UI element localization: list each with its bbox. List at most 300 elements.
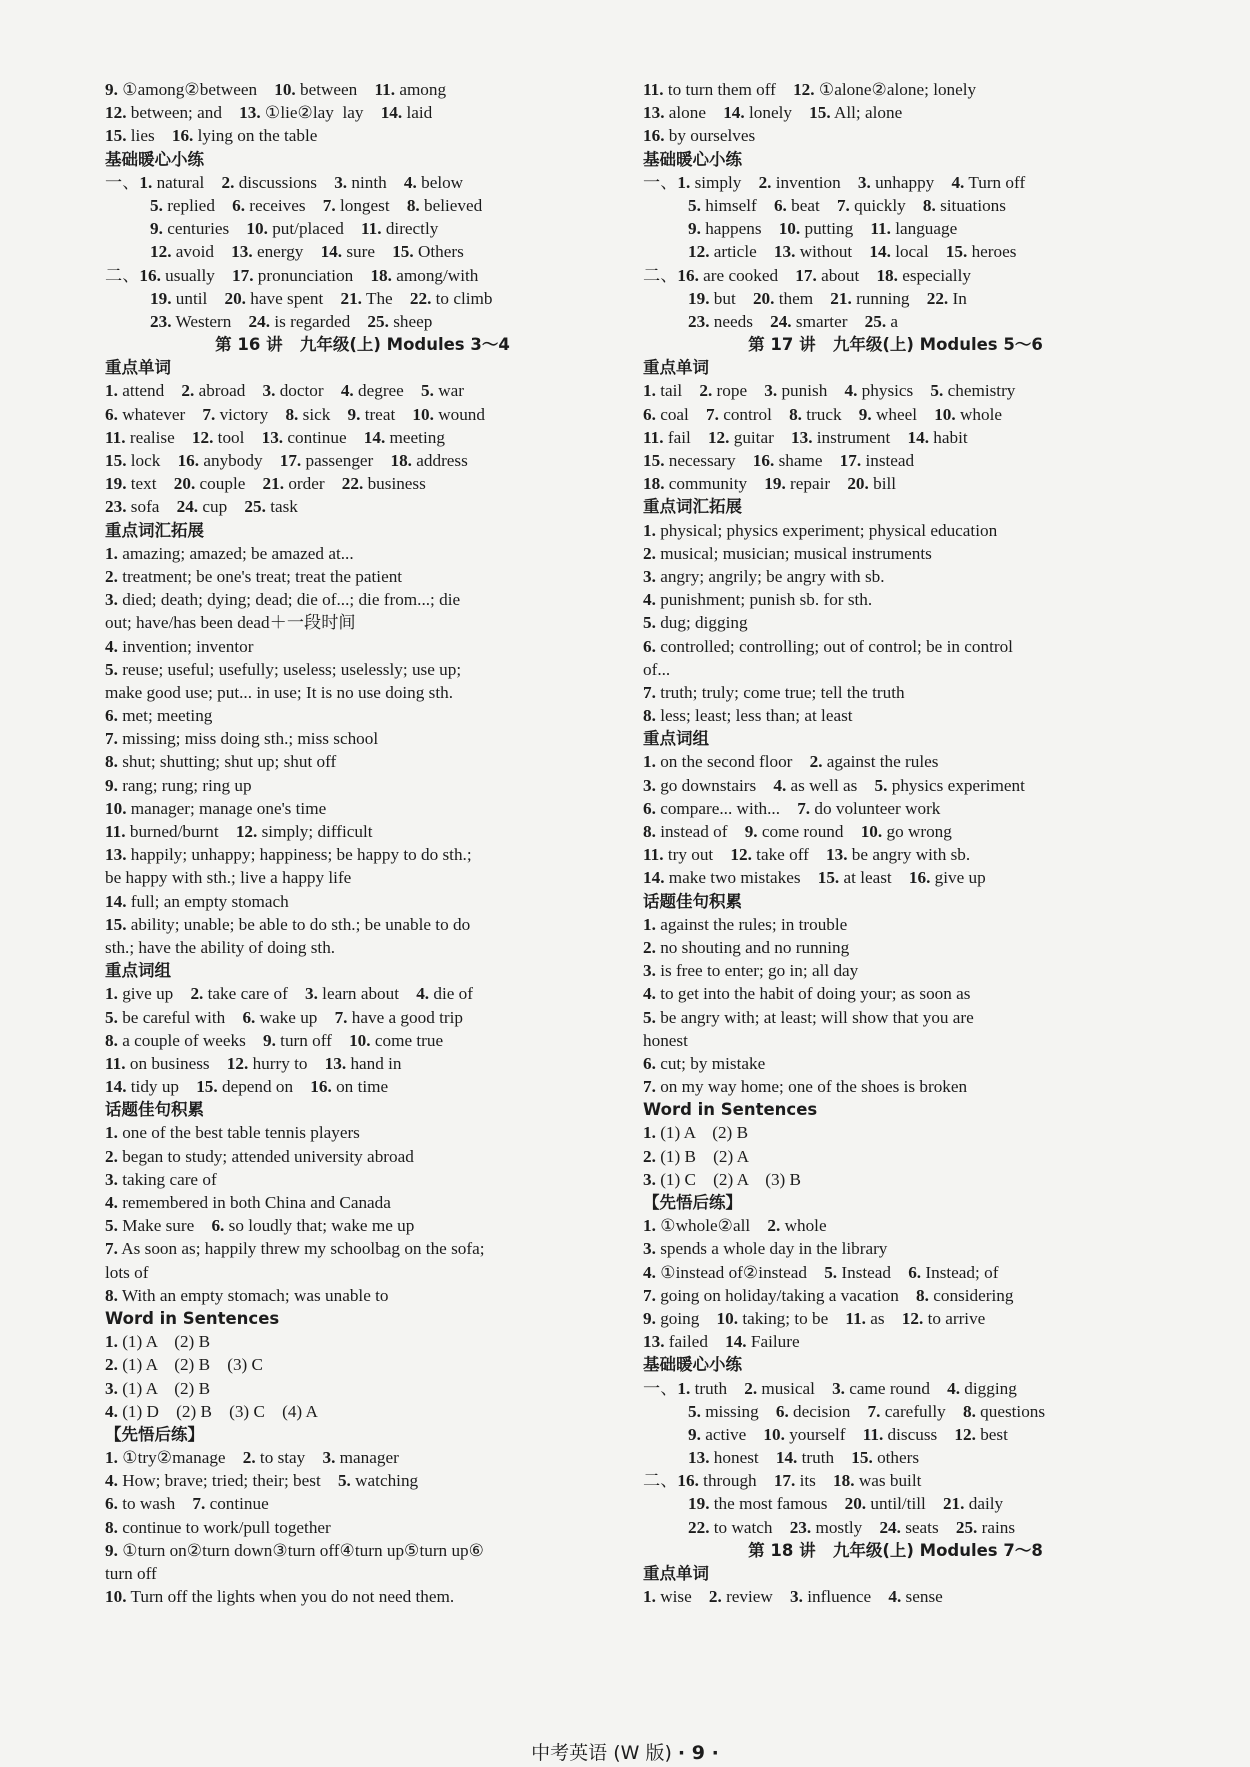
answer-line [643,913,1148,936]
answer-text: physics experiment [887,775,1025,795]
answer-line [105,426,620,449]
answer-line [643,635,1148,658]
item-number: 7. [643,682,656,702]
answer-line [643,542,1148,565]
answer-line [643,1214,1148,1237]
lesson-title [643,1539,1148,1562]
answer-text: go wrong [882,822,952,841]
answer-line [643,588,1148,611]
answer-text: musical [757,1378,833,1398]
answer-text: punishment; punish sb. for sth. [655,590,873,610]
answer-line [105,750,620,773]
item-number: 1. [105,381,118,401]
section-heading [105,1098,620,1121]
item-number: 16. [310,1077,332,1097]
answer-text: All; alone [830,103,903,123]
item-number: 12. [730,845,752,865]
item-number: 10. [105,1587,127,1607]
item-number: 22. [688,1517,710,1537]
section-heading [105,356,620,379]
answer-text: to stay [255,1448,323,1468]
item-number: 3. [105,1378,118,1398]
answer-text: (1) A (2) B (3) C [117,1355,264,1375]
answer-line [105,890,620,913]
item-number: 14. [105,1077,127,1097]
answer-text: until [171,288,225,308]
answer-text: With an empty stomach; was unable to [117,1285,389,1305]
item-number: 8. [105,1285,118,1305]
answer-text: ①among②between [117,80,275,99]
answer-text: carefully [880,1401,963,1421]
answer-line [105,124,620,147]
answer-text: take off [751,845,827,865]
item-number: 10. [246,219,268,239]
answer-text: wheel [871,404,935,424]
answer-text: sure [342,242,393,262]
answer-text: Turn off the lights when you do not need them. [126,1587,455,1607]
answer-text: angry; angrily; be angry with sb. [655,566,885,586]
item-number: 2. [221,172,235,192]
answer-text: turn off [105,1564,157,1583]
answer-text: dug; digging [655,613,748,633]
item-number: 9. [744,822,758,841]
item-number: 8. [285,404,299,424]
answer-line [105,449,620,472]
answer-text: a couple of weeks [117,1030,263,1050]
answer-text: simply [690,172,759,192]
answer-text: continue [283,427,364,447]
answer-text: doctor [275,381,341,401]
answer-text: whatever [117,404,203,424]
item-number: 16. [643,126,665,146]
item-number: 21. [262,474,285,494]
item-number: 8. [105,1517,118,1537]
item-number: 15. [809,103,831,123]
answer-text: replied [162,195,233,215]
item-number: 4. [947,1378,960,1398]
answer-text: to watch [709,1517,790,1537]
item-number: 10. [274,80,296,99]
answer-text: learn about [317,984,417,1004]
item-number: 3. [262,381,276,401]
item-number: 16. [177,451,200,470]
answer-text: discussions [234,172,335,192]
answer-text: on time [331,1077,389,1097]
answer-line [643,1075,1148,1098]
answer-text: The [361,288,410,308]
answer-text: centuries [162,219,247,239]
item-number: 23. [105,497,127,517]
answer-line [643,1261,1148,1284]
item-number: 10. [934,404,956,424]
answer-text: sth.; have the ability of doing sth. [105,937,336,957]
answer-text: rains [977,1517,1016,1537]
answer-text: guitar [729,427,791,447]
answer-text: victory [215,404,286,424]
item-number: 19. [688,288,710,308]
item-number: 10. [716,1308,739,1328]
item-number: 16. [908,868,931,888]
answer-text: hand in [346,1053,402,1073]
answer-text: was built [854,1471,922,1491]
answer-line [643,217,1148,240]
answer-text: 基础暖心小练 [643,149,742,169]
answer-text: (1) A (2) B [117,1378,211,1398]
item-number: 4. [416,984,430,1004]
answer-text: compare... with... [655,798,798,818]
answer-text: less; least; less than; at least [655,706,853,726]
answer-text: began to study; attended university abroad [117,1146,414,1166]
answer-text: questions [975,1401,1046,1421]
item-number: 5. [824,1262,838,1282]
answer-line [105,774,620,797]
item-number: 10. [105,798,127,818]
item-number: 4. [340,381,354,401]
answer-text: remembered in both China and Canada [117,1193,391,1212]
answer-text: heroes [967,242,1017,262]
answer-line [643,820,1148,843]
answer-line [643,124,1148,147]
section-heading [105,1307,620,1330]
answer-text: about [816,265,877,285]
answer-line [105,264,620,287]
answer-line [643,1052,1148,1075]
answer-text: hurry to [248,1053,325,1073]
answer-text: truth; truly; come true; tell the truth [655,682,905,702]
item-number: 10. [860,822,883,841]
answer-text: longest [335,195,407,215]
item-number: 1. [643,381,656,401]
item-number: 21. [942,1494,965,1514]
item-number: 5. [643,613,656,633]
answer-text: to arrive [923,1308,986,1328]
answer-text: be careful with [117,1007,243,1027]
item-number: 1. [643,1216,656,1236]
answer-text: spends a whole day in the library [655,1239,888,1259]
answer-text: In [948,288,967,308]
answer-line [105,1446,620,1469]
answer-text: simply; difficult [257,822,373,841]
item-number: 1. [643,1123,656,1143]
answer-line [643,1423,1148,1446]
answer-text: fail [663,427,708,447]
item-number: 14. [105,891,127,911]
item-number: 10. [763,1424,785,1444]
answer-line [105,1191,620,1214]
answer-text: amazing; amazed; be amazed at... [117,543,354,563]
answer-line [643,1145,1148,1168]
answer-text: below [416,172,464,192]
answer-line [105,1261,620,1284]
answer-text: natural [152,172,222,192]
item-number: 25. [367,311,389,331]
item-number: 17. [773,1471,796,1491]
answer-text: sick [298,404,348,424]
answer-text: task [265,497,298,517]
answer-line [105,658,620,681]
item-number: 3. [764,381,778,401]
item-number: 5. [643,1007,656,1027]
answer-line [105,1539,620,1562]
page-number: · 9 · [677,1742,719,1764]
answer-line [643,519,1148,542]
answer-text: war [433,381,464,401]
section-heading [643,890,1148,913]
item-number: 12. [226,1053,249,1073]
answer-text: energy [252,242,321,262]
item-number: 24. [770,311,792,331]
answer-text: without [795,242,870,262]
item-number: 14. [320,242,343,262]
answer-text: Word in Sentences [105,1308,280,1328]
answer-text: Others [413,242,464,262]
answer-text: honest [643,1030,688,1050]
answer-text: truth [797,1448,852,1468]
item-number: 12. [105,103,127,123]
answer-text: ①whole②all [655,1216,768,1236]
item-number: 15. [105,914,127,934]
item-number: 4. [643,590,656,610]
answer-text: 【先悟后练】 [643,1193,742,1212]
answer-text: necessary [664,451,753,470]
answer-text: give up [930,868,986,888]
answer-text: seats [900,1517,956,1537]
item-number: 2. [643,1146,656,1166]
item-number: 11. [374,80,396,99]
answer-text: running [851,288,927,308]
item-number: 11. [105,427,126,447]
answer-text: as well as [786,775,875,795]
item-number: 6. [105,1494,118,1514]
answer-text: shut; shutting; shut up; shut off [117,752,337,772]
item-number: 2. [181,381,195,401]
answer-text: 重点单词 [643,358,709,378]
answer-text: among/with [391,265,479,285]
item-number: 3. [790,1587,803,1607]
answer-text: as [865,1308,902,1328]
item-number: 25. [864,311,887,331]
answer-line [643,1029,1148,1052]
answer-text: article [709,242,774,262]
answer-text: failed [664,1332,726,1352]
item-number: 16. [139,265,161,285]
answer-text: missing; miss doing sth.; miss school [117,729,379,749]
answer-text: to get into the habit of doing your; as soon as [655,984,971,1004]
item-number: 20. [173,474,196,494]
answer-text: be happy with sth.; live a happy life [105,868,352,888]
footer-title: 中考英语 (W 版) [531,1742,672,1764]
answer-text: usually [160,265,233,285]
answer-text: rang; rung; ring up [117,775,252,795]
item-number: 22. [409,288,432,308]
item-number: 5. [421,381,434,401]
answer-text: (1) C (2) A (3) B [655,1169,802,1189]
item-number: 15. [945,242,968,262]
item-number: 2. [809,752,823,772]
item-number: 14. [380,103,403,123]
answer-text: influence [802,1587,889,1607]
answer-text: invention [771,172,858,192]
answer-text: came round [844,1378,948,1398]
answer-line [643,1006,1148,1029]
item-number: 9. [105,80,118,99]
item-number: 6. [775,1401,789,1421]
right-column [643,78,1148,1608]
item-number: 2. [643,937,656,957]
answer-text: ①lie②lay lay [260,103,381,123]
answer-text: full; an empty stomach [126,891,289,911]
answer-text: one of the best table tennis players [117,1123,360,1143]
answer-line [643,750,1148,773]
item-number: 12. [150,242,172,262]
answer-line [105,635,620,658]
item-number: 16. [752,451,775,470]
answer-text: ability; unable; be able to do sth.; be unable to do [126,914,471,934]
answer-line [643,101,1148,124]
answer-text: directly [381,219,439,239]
answer-text: depend on [217,1077,311,1097]
section-heading [105,519,620,542]
answer-line [643,565,1148,588]
answer-line [105,1006,620,1029]
section-heading [105,1423,620,1446]
item-number: 5. [688,195,701,215]
answer-text: situations [935,195,1006,215]
item-number: 7. [643,1077,656,1097]
answer-text: do volunteer work [810,798,941,818]
answer-text: give up [117,984,191,1004]
answer-line [643,472,1148,495]
item-number: 5. [105,1007,118,1027]
answer-text: Turn off [964,172,1026,192]
item-number: 11. [643,427,664,447]
answer-line [643,1446,1148,1469]
item-number: 18. [390,451,412,470]
answer-text: whole [955,404,1002,424]
answer-text: Make sure [117,1216,212,1236]
answer-text: 二、 [643,1471,678,1491]
item-number: 3. [334,172,348,192]
item-number: 7. [706,404,719,424]
answer-text: himself [700,195,774,215]
answer-text: invention; inventor [117,636,254,656]
answer-text: unhappy [870,172,952,192]
item-number: 4. [951,172,965,192]
item-number: 11. [845,1308,866,1328]
answer-text: wound [433,404,485,424]
answer-text: controlled; controlling; out of control; be in control [655,636,1013,656]
answer-text: 重点词汇拓展 [643,497,742,517]
answer-text: couple [195,474,263,494]
answer-text: ①turn on②turn down③turn off④turn up⑤turn up⑥ [117,1540,485,1560]
answer-text: chemistry [943,381,1016,401]
item-number: 13. [643,103,665,123]
item-number: 4. [773,775,787,795]
item-number: 4. [888,1587,902,1607]
item-number: 1. [105,1448,118,1468]
item-number: 20. [752,288,775,308]
answer-line [105,1492,620,1515]
answer-text: take care of [203,984,305,1004]
item-number: 1. [643,914,656,934]
answer-line [643,982,1148,1005]
item-number: 4. [643,984,656,1004]
answer-text: mostly [811,1517,880,1537]
answer-line [105,1284,620,1307]
item-number: 7. [192,1494,206,1514]
item-number: 2. [758,172,772,192]
answer-line [643,1330,1148,1353]
item-number: 3. [643,961,656,981]
item-number: 19. [105,474,127,494]
section-heading [643,148,1148,171]
answer-text: truth [690,1378,745,1398]
answer-text: is free to enter; go in; all day [655,961,859,981]
item-number: 12. [901,1308,924,1328]
answer-text: degree [353,381,421,401]
item-number: 13. [791,427,813,447]
item-number: 10. [349,1030,371,1050]
item-number: 9. [643,1308,656,1328]
answer-text: to turn them off [663,80,794,99]
answer-line [643,1492,1148,1515]
answer-text: 重点词汇拓展 [105,520,204,540]
answer-text: have a good trip [347,1007,463,1027]
answer-text: the most famous [709,1494,845,1514]
answer-text: 二、 [643,265,678,285]
answer-text: met; meeting [117,706,213,726]
answer-text: to climb [431,288,493,308]
answer-text: 一、 [105,172,140,192]
answer-line [105,727,620,750]
item-number: 12. [235,822,258,841]
answer-line [105,797,620,820]
answer-line [105,310,620,333]
answer-line [643,681,1148,704]
answer-line [643,426,1148,449]
answer-text: attend [117,381,182,401]
item-number: 24. [248,311,271,331]
lesson-title [105,333,620,356]
item-number: 2. [708,1587,722,1607]
answer-text: on business [125,1053,227,1073]
item-number: 7. [105,1239,118,1259]
item-number: 15. [105,126,127,146]
answer-text: ①try②manage [117,1448,243,1468]
answer-text: but [709,288,753,308]
answer-text: between [295,80,375,99]
item-number: 1. [643,520,656,540]
answer-text: business [363,474,426,494]
answer-line [643,866,1148,889]
item-number: 12. [707,427,730,447]
answer-text: put/placed [267,219,361,239]
answer-text: continue [205,1494,269,1514]
item-number: 2. [744,1378,758,1398]
answer-line [105,1145,620,1168]
item-number: 7. [836,195,850,215]
answer-text: sofa [126,497,177,517]
item-number: 3. [643,775,656,795]
answer-text: is regarded [270,311,368,331]
item-number: 18. [370,265,392,285]
answer-text: (1) A (2) B [655,1123,749,1143]
item-number: 4. [105,1401,118,1421]
answer-text: 基础暖心小练 [643,1355,742,1375]
item-number: 10. [412,404,434,424]
answer-text: 基础暖心小练 [105,149,204,169]
answer-line [643,1121,1148,1144]
